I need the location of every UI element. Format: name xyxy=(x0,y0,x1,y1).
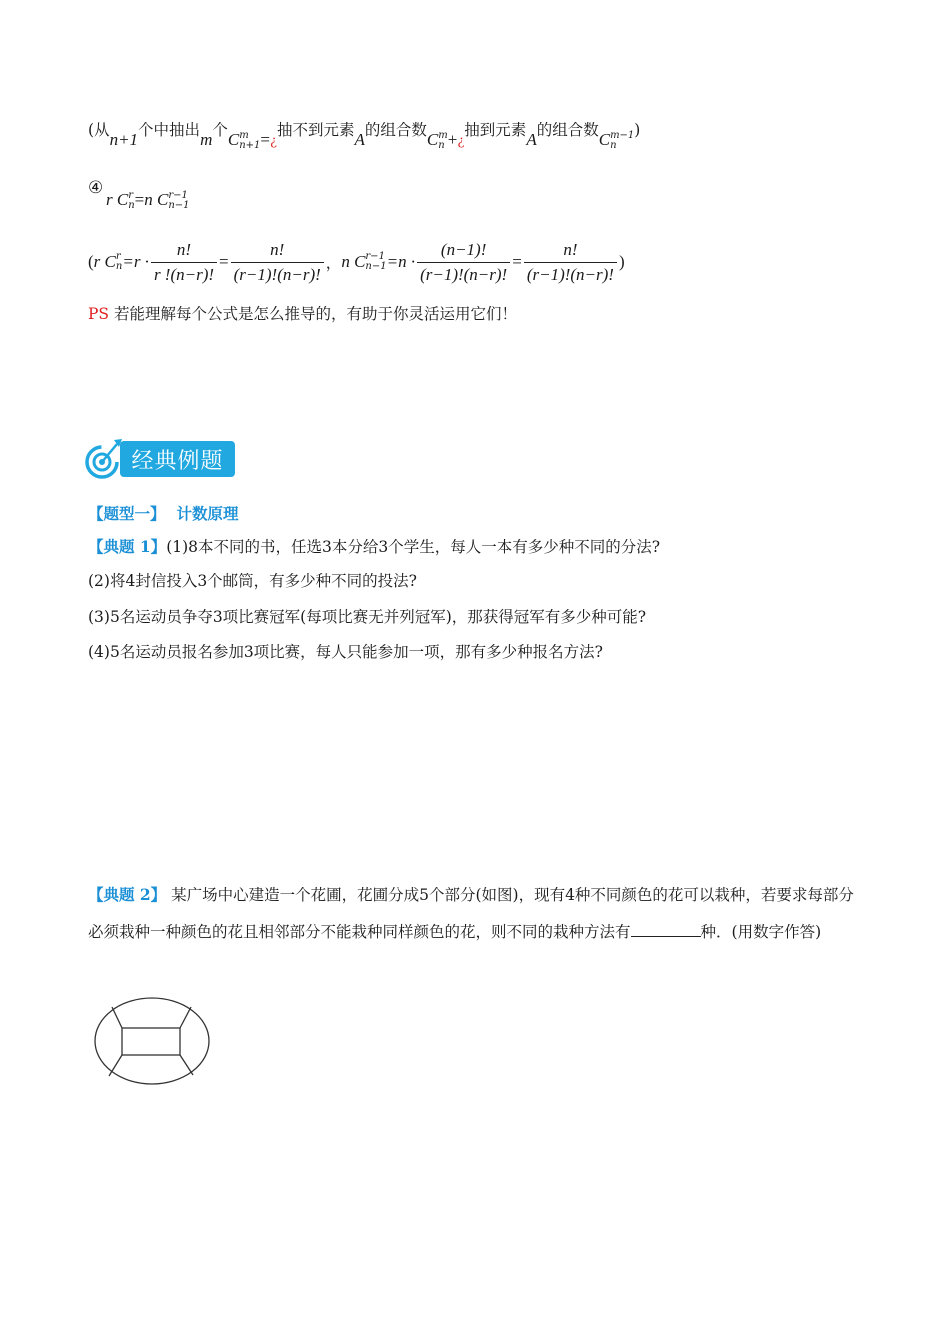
frac-4-num: n! xyxy=(524,240,617,263)
frac-2 xyxy=(231,240,324,284)
text-not-draw: 抽不到元素 xyxy=(276,121,355,139)
formula-3-line xyxy=(88,118,641,151)
example-1-q4: (4)5名运动员报名参加3项比赛，每人只能参加一项，那有多少种报名方法? xyxy=(88,643,603,661)
n-plus-1: n+1 xyxy=(109,130,139,149)
frac-4-den: (r−1)!(n−r)! xyxy=(526,264,614,284)
frac-2-den: (r−1)!(n−r)! xyxy=(233,264,321,284)
qmark-2: ¿ xyxy=(457,134,465,149)
c-n1-m-scripts: m n+1 xyxy=(239,130,261,151)
formula-4-proof xyxy=(88,240,625,284)
example-1-q3: (3)5名运动员争夺3项比赛冠军(每项比赛无并列冠军)，那获得冠军有多少种可能? xyxy=(88,608,647,626)
eq-n-dot: =n · xyxy=(386,252,416,272)
type-1-header xyxy=(88,502,238,524)
type-1-title: 计数原理 xyxy=(176,504,239,523)
plus-sign: + xyxy=(447,130,458,149)
eq-r-dot: =r · xyxy=(122,252,149,272)
eq-sign: = xyxy=(134,190,145,209)
ps-label: PS xyxy=(88,305,110,323)
paren-close: ) xyxy=(618,252,625,272)
text-ge: 个 xyxy=(212,121,228,139)
formula-4 xyxy=(106,190,190,211)
example-2-text-b: 种．(用数字作答) xyxy=(700,923,822,941)
ps-text: 若能理解每个公式是怎么推导的，有助于你灵活运用它们！ xyxy=(109,305,517,323)
text-draw: 抽到元素 xyxy=(464,121,527,139)
frac-4 xyxy=(524,240,617,284)
c-n-m-1: C xyxy=(598,130,611,149)
garden-figure xyxy=(92,995,212,1087)
example-1-q2: (2)将4封信投入3个邮筒，有多少种不同的投法? xyxy=(88,572,417,590)
frac-3-den: (r−1)!(n−r)! xyxy=(420,264,508,284)
c-n-m-scripts: m n xyxy=(438,130,448,151)
frac-1 xyxy=(151,240,217,284)
qmark-1: ¿ xyxy=(269,134,277,149)
lhs: r C xyxy=(106,190,129,209)
type-1-label: 【题型一】 xyxy=(88,504,166,523)
eq-2: = xyxy=(219,252,229,272)
text-close: ) xyxy=(634,121,641,139)
c-n1-m: C xyxy=(227,130,240,149)
example-2 xyxy=(88,876,868,951)
example-1-q1 xyxy=(88,535,660,557)
frac-3 xyxy=(417,240,510,284)
example-2-label: 【典题 2】 xyxy=(88,885,167,904)
section-title-banner: 经典例题 xyxy=(120,441,235,477)
c-n-m-1-scripts: m−1 n xyxy=(610,130,635,151)
formula-4-marker: ④ xyxy=(88,178,104,198)
text-comb-count-1: 的组合数 xyxy=(364,121,427,139)
text-from: 个中抽出 xyxy=(138,121,201,139)
example-1-label: 【典题 1】 xyxy=(88,537,167,556)
frac-1-den: r !(n−r)! xyxy=(153,264,215,284)
n-c: n C xyxy=(341,252,366,272)
m-var: m xyxy=(200,130,213,149)
element-a-2: A xyxy=(526,130,537,149)
element-a-1: A xyxy=(354,130,365,149)
answer-blank[interactable] xyxy=(631,922,701,937)
eq-4: = xyxy=(512,252,522,272)
rhs-scripts: r−1 n−1 xyxy=(168,190,190,211)
section-target-icon xyxy=(84,436,124,480)
n-c-scripts: r−1 n−1 xyxy=(365,251,387,273)
lhs-scripts: r n xyxy=(128,190,135,211)
frac-2-num: n! xyxy=(231,240,324,263)
text-open: (从 xyxy=(88,121,110,139)
example-1-q1-text: (1)8本不同的书，任选3本分给3个学生，每人一本有多少种不同的分法? xyxy=(166,538,661,556)
ps-note xyxy=(88,302,517,324)
c-n-m: C xyxy=(426,130,439,149)
comma: ， xyxy=(325,254,342,273)
eq-sign: = xyxy=(260,130,270,149)
r-c: r C xyxy=(93,252,116,272)
paren-open: ( xyxy=(88,252,94,272)
r-c-scripts: r n xyxy=(115,251,123,273)
rhs: n C xyxy=(144,190,169,209)
frac-1-num: n! xyxy=(151,240,217,263)
frac-3-num: (n−1)! xyxy=(417,240,510,263)
example-2-text-a: 某广场中心建造一个花圃，花圃分成5个部分(如图)，现有4种不同颜色的花可以栽种，若要求每部分必须栽种一种颜色的花且相邻部分不能栽种同样颜色的花，则不同的栽种方法有 xyxy=(88,886,854,941)
text-comb-count-2: 的组合数 xyxy=(536,121,599,139)
